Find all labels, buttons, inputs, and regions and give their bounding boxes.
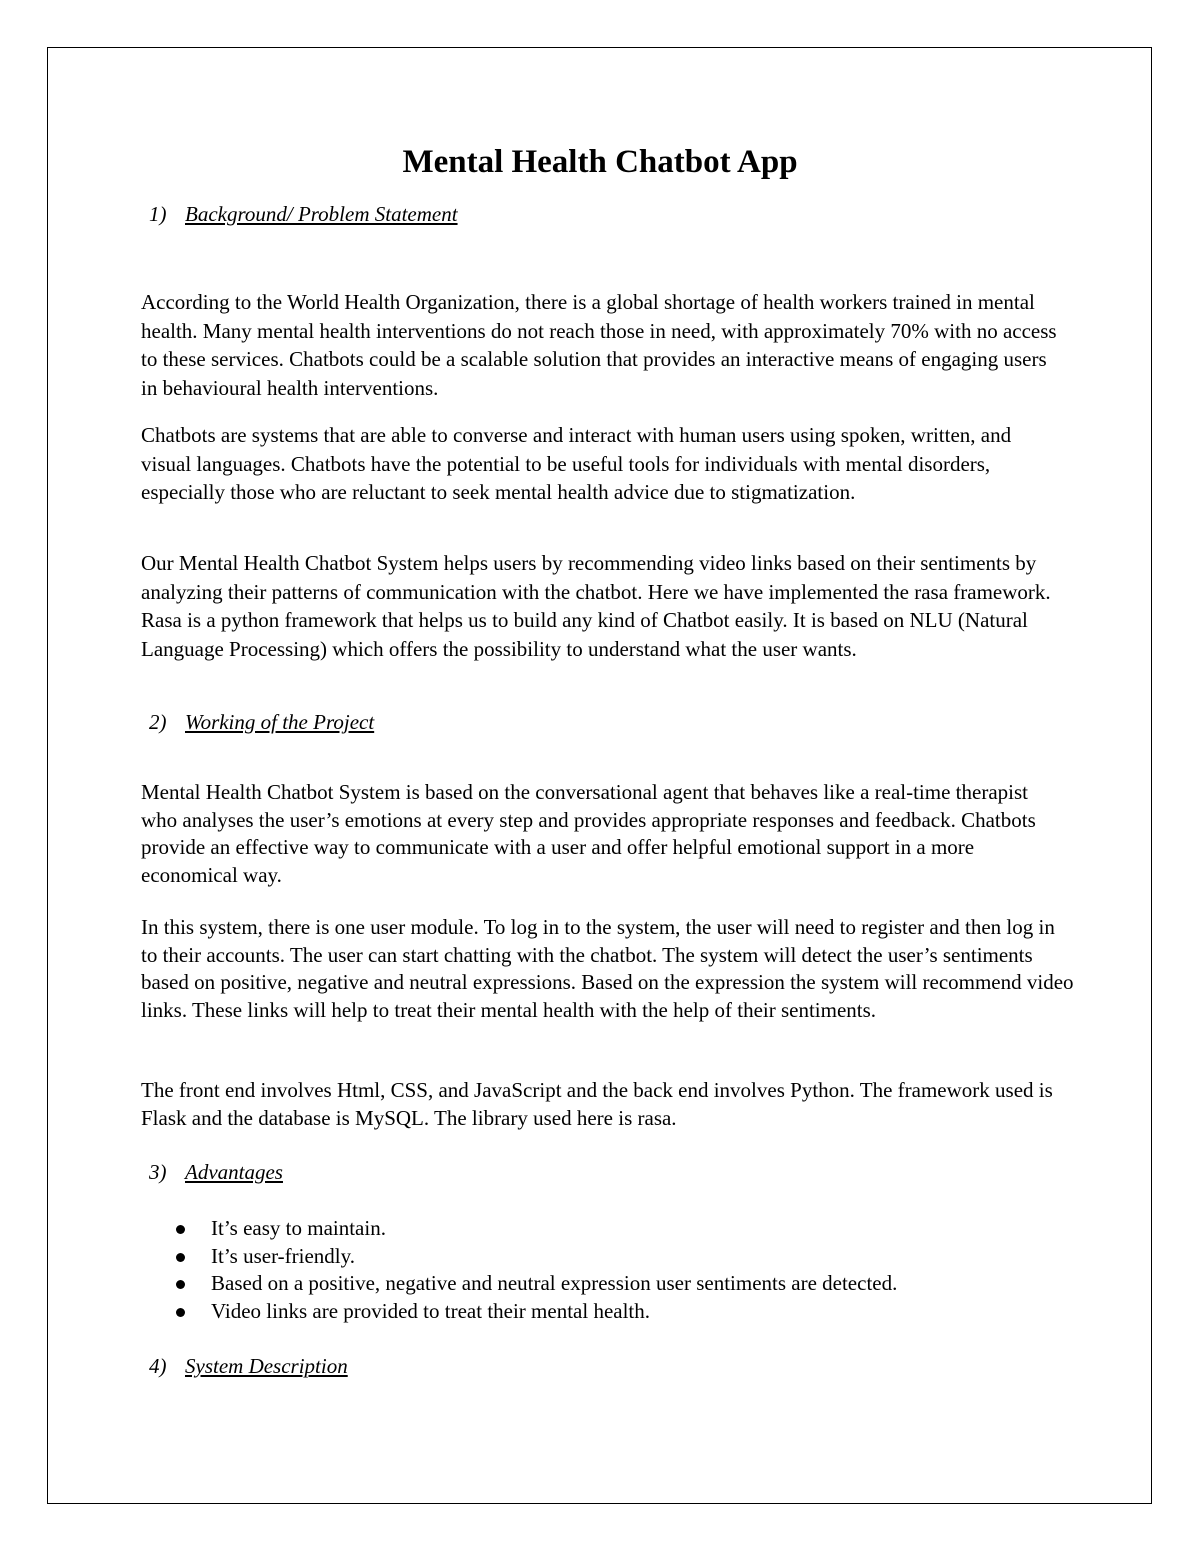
paragraph: According to the World Health Organization, there is a global shortage of health workers trained in mental health. Many mental health interventions do not reach those in need, with approximately 70% with no access to these services. Chatbots could be a scalable solution that provides an interactive means of engaging users in behavioural health interventions. bbox=[141, 290, 1057, 400]
section-title: Working of the Project bbox=[185, 710, 375, 734]
list-item: Video links are provided to treat their mental health. bbox=[141, 1298, 897, 1326]
paragraph: The front end involves Html, CSS, and JavaScript and the back end involves Python. The framework used is Flask and the database is MySQL. The library used here is rasa. bbox=[141, 1078, 1053, 1130]
paragraph: Chatbots are systems that are able to converse and interact with human users using spoken, written, and visual languages. Chatbots have the potential to be useful tools for individuals with mental disorders, especially those who are reluctant to seek mental health advice due to stigmatization. bbox=[141, 423, 1012, 504]
section-heading-working bbox=[149, 708, 374, 736]
section-number: 2) bbox=[149, 710, 167, 734]
section-heading-system-description bbox=[149, 1352, 348, 1380]
section-title: System Description bbox=[185, 1354, 348, 1378]
section-number: 4) bbox=[149, 1354, 167, 1378]
advantages-list bbox=[141, 1215, 897, 1325]
paragraph: In this system, there is one user module. To log in to the system, the user will need to register and then log in to their accounts. The user can start chatting with the chatbot. The system will detect the user’s sentiments based on positive, negative and neutral expressions. Based on the expression the system will recommend video links. These links will help to treat their mental health with the help of their sentiments. bbox=[141, 915, 1074, 1022]
paragraph: Our Mental Health Chatbot System helps users by recommending video links based on their sentiments by analyzing their patterns of communication with the chatbot. Here we have implemented the rasa framework. Rasa is a python framework that helps us to build any kind of Chatbot easily. It is based on NLU (Natural Language Processing) which offers the possibility to understand what the user wants. bbox=[141, 551, 1051, 661]
section-number: 1) bbox=[149, 202, 167, 226]
list-item: Based on a positive, negative and neutral expression user sentiments are detected. bbox=[141, 1270, 897, 1298]
section-heading-advantages bbox=[149, 1158, 283, 1186]
list-item: It’s easy to maintain. bbox=[141, 1215, 897, 1243]
section-heading-background bbox=[149, 200, 458, 228]
section-title: Background/ Problem Statement bbox=[185, 202, 458, 226]
section-title: Advantages bbox=[185, 1160, 283, 1184]
section-number: 3) bbox=[149, 1160, 167, 1184]
document-title: Mental Health Chatbot App bbox=[402, 144, 798, 180]
paragraph: Mental Health Chatbot System is based on the conversational agent that behaves like a real-time therapist who analyses the user’s emotions at every step and provides appropriate responses and feedback. Chatbots provide an effective way to communicate with a user and offer helpful emotional support in a more economical way. bbox=[141, 780, 1036, 887]
list-item: It’s user-friendly. bbox=[141, 1243, 897, 1271]
